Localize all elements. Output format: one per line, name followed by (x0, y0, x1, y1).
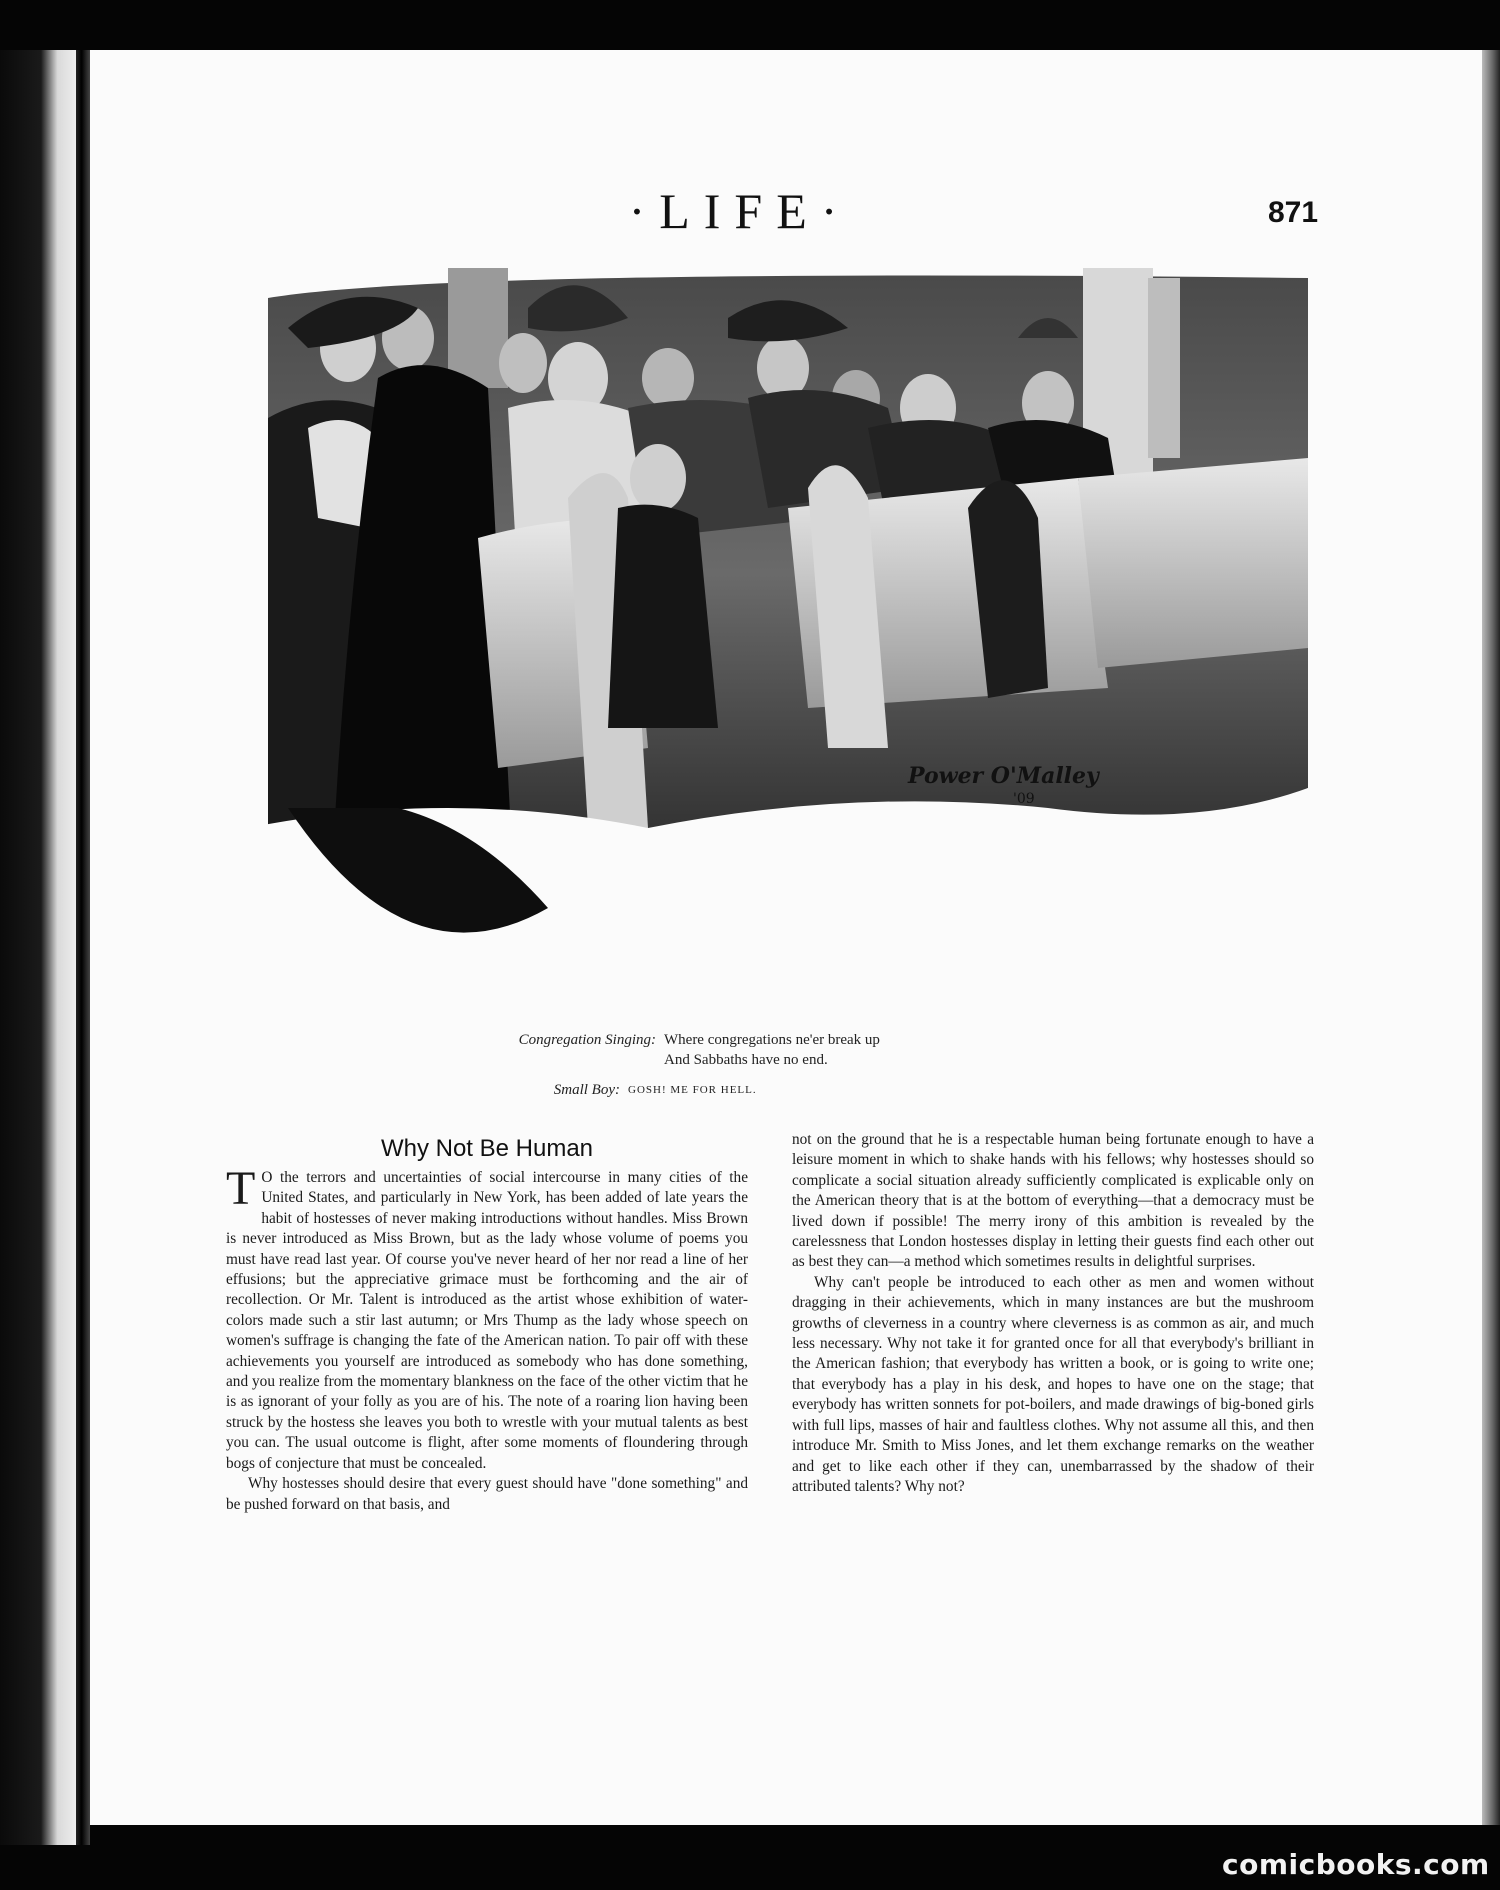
caption-lines (664, 1030, 880, 1070)
svg-text:'09: '09 (1013, 791, 1035, 807)
illustration-caption (430, 1030, 990, 1100)
caption-line-1: Where congregations ne'er break up (664, 1032, 880, 1048)
article-paragraph-2: Why hostesses should desire that every guest should have "done something" and be pushed forward on that basis, and (226, 1475, 748, 1513)
caption-small-boy (430, 1080, 990, 1100)
drop-cap: T (226, 1162, 256, 1215)
caption-congregation (430, 1030, 990, 1070)
page-number: 871 (1268, 196, 1319, 229)
caption-line-3: GOSH! ME FOR HELL. (628, 1084, 757, 1096)
artist-signature: Power O'Malley (908, 763, 1099, 789)
article-paragraph-1 (226, 1162, 748, 1474)
article-title: Why Not Be Human (380, 1135, 594, 1162)
caption-speaker-congregation: Congregation Singing: (518, 1032, 656, 1048)
article-paragraph-3: not on the ground that he is a respectable human being fortunate enough to have a leisure moment in which to shake hands with his fellows; why hostesses should so complicate a social situation already sufficiently complicated is explicable only on the American theory that is at the bottom of everything—that a democracy must be lived down if possible! The merry irony of this ambition is revealed by the carelessness that London hostesses display in letting their guests find each other out as best they can—a method which sometimes results in delightful surprises. (792, 1131, 1314, 1271)
book-gutter (76, 50, 90, 1845)
article-column-left (226, 1162, 748, 1515)
caption-line-2: And Sabbaths have no end. (664, 1052, 828, 1068)
page-edge-right (1482, 50, 1500, 1825)
article-paragraph-4: Why can't people be introduced to each other as men and women without dragging in their achievements, which in many instances are but the mushroom growths of cleverness in a country where cleverness is as common as air, and much less necessary. Why not take it for granted once for all that everybody's brilliant in the American fashion; that everybody has written a book, or is going to write one; that everybody has a play in his desk, and hopes to have one on the stage; that everybody has written sonnets for pot-boilers, and made drawings of big-boned girls with full lips, masses of hair and faultless clothes. Why not assume all this, and then introduce Mr. Smith to Miss Jones, and let them exchange remarks on the weather and get to like each other if they can, unembarrassed by the shadow of their attributed talents? Why not? (792, 1273, 1314, 1495)
church-congregation-illustration (248, 268, 1320, 990)
book-binding-left (0, 50, 82, 1845)
caption-speaker-boy: Small Boy: (553, 1082, 620, 1098)
paragraph-1-text: O the terrors and uncertainties of social intercourse in many cities of the United States, and particularly in New York, has been added of late years the habit of hostesses of never making introductions without handles. Miss Brown is never introduced as Miss Brown, but as the lady whose volume of poems you must have read last year. Of course you've never heard of her nor read a line of her effusions; but the appreciative grimace must be forthcoming and the air of recollection. Or Mr. Talent is introduced as the artist whose exhibition of water-colors made such a stir last autumn; or Mrs Thump as the lady whose speech on women's suffrage is changing the fate of the American nation. To pair off with these achievements you yourself are introduced as somebody who has done something, and you realize from the momentary blankness on the face of the other victim that he is as ignorant of your folly as you are of his. The note of a roaring lion having been struck by the hostess she leaves you both to wrestle with your mutual talents as best you can. The usual outcome is flight, after some moments of floundering through bogs of conjecture that must be concealed. (226, 1169, 748, 1472)
article-column-right (792, 1130, 1314, 1497)
masthead: ·LIFE· (628, 183, 852, 239)
watermark: comicbooks.com (1222, 1848, 1490, 1881)
